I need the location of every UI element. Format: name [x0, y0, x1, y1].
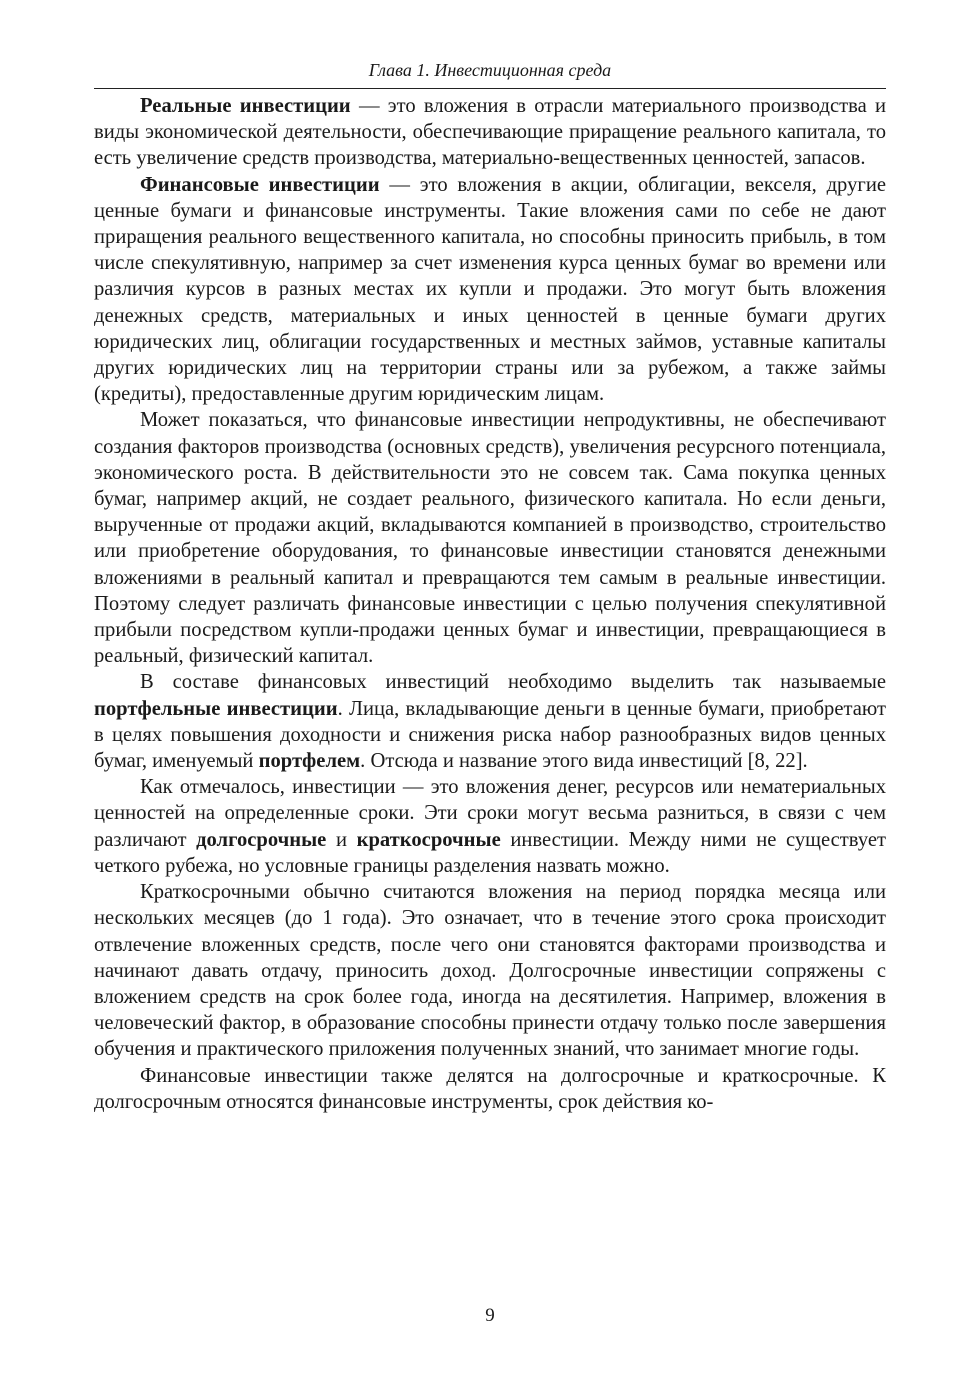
paragraph-text: В составе финансовых инвестиций необходимо выделить так называемые — [140, 671, 886, 694]
paragraph-text: и — [326, 828, 357, 851]
paragraph-financial-split — [94, 1063, 886, 1115]
paragraph-text: — это вложения в отрасли материального производства и виды экономической деятельности, обеспечивающие приращение реального капитала, то есть увеличение средств производства, материально-вещественных ценностей, запасов. — [94, 95, 886, 170]
paragraph-text: Финансовые инвестиции также делятся на долгосрочные и краткосрочные. К долгосрочным относятся финансовые инструменты, срок действия ко- — [94, 1064, 886, 1113]
paragraph-text: Может показаться, что финансовые инвестиции непродуктивны, не обеспечивают создания факторов производства (основных средств), увеличения ресурсного потенциала, экономического роста. В действительности это не совсем так. Сама покупка ценных бумаг, например акций, не создает реального, физического капитала. Но если деньги, вырученные от продажи акций, вкладываются компанией в производство, строительство или приобретение оборудования, то финансовые инвестиции становятся денежными вложениями в реальный капитал и превращаются тем самым в реальные инвестиции. Поэтому следует различать финансовые инвестиции с целью получения спекулятивной прибыли посредством купли-продажи ценных бумаг и инвестиции, превращающиеся в реальный, физический капитал. — [94, 409, 886, 668]
paragraph-terms — [94, 774, 886, 879]
term-real-investments: Реальные инвестиции — [140, 95, 351, 117]
paragraph-portfolio — [94, 669, 886, 774]
header-rule — [94, 88, 886, 89]
body-text — [94, 93, 886, 1115]
paragraph-text: Как отмечалось, инвестиции — это вложения денег, ресурсов или нематериальных ценностей на определенные сроки. Эти сроки могут весьма разниться, в связи с чем различают — [94, 776, 886, 851]
term-financial-investments: Финансовые инвестиции — [140, 173, 380, 196]
paragraph-text: Краткосрочными обычно считаются вложения на период порядка месяца или нескольких месяцев (до 1 года). Это означает, что в течение этого срока происходит отвлечение вложенных средств, после чего они становятся факторами производства и начинают давать отдачу, приносить доход. Долгосрочные инвестиции сопряжены с вложением средств на срок более года, иногда на десятилетия. Например, вложения в человеческий фактор, в образование способны принести отдачу только после завершения обучения и практического приложения полученных знаний, что занимает многие годы. — [94, 881, 886, 1061]
term-portfolio: портфелем — [258, 750, 361, 773]
paragraph-text: . Отсюда и название этого вида инвестиций [8, 22]. — [360, 750, 808, 773]
running-header: Глава 1. Инвестиционная среда — [368, 60, 612, 80]
paragraph-real-investments — [94, 93, 886, 172]
paragraph-text: . Лица, вкладывающие деньги в ценные бумаги, приобретают в целях повышения доходности и снижения риска набор разнообразных видов ценных бумаг, именуемый — [94, 697, 886, 773]
page-number: 9 — [485, 1305, 495, 1326]
paragraph-text: — это вложения в акции, облигации, векселя, другие ценные бумаги и финансовые инструменты. Такие вложения сами по себе не дают приращения реального вещественного капитала, но способны приносить прибыль, в том числе спекулятивную, например за счет изменения курса ценных бумаг во времени или различия курсов в разных местах их купли и продажи. Это могут быть вложения денежных средств, материальных и иных ценностей в ценные бумаги других юридических лиц, облигации государственных и местных займов, уставные капиталы других юридических лиц на территории страны или за рубежом, а также займы (кредиты), предоставленные другим юридическим лицам. — [94, 173, 886, 406]
paragraph-financial-investments — [94, 172, 886, 408]
term-short-term: краткосрочные — [356, 828, 501, 851]
paragraph-productivity — [94, 407, 886, 669]
term-long-term: долгосрочные — [196, 828, 327, 851]
paragraph-text: инвестиции. Между ними не существует четкого рубежа, но условные границы разделения назвать можно. — [94, 828, 886, 877]
paragraph-short-term — [94, 879, 886, 1062]
term-portfolio-investments: портфельные инвестиции — [94, 697, 338, 720]
